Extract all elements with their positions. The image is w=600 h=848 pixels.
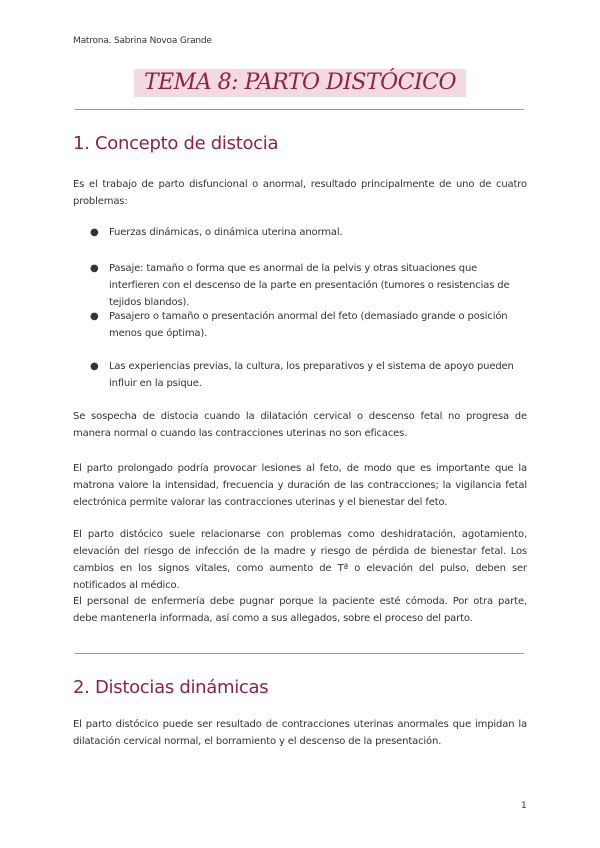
bullet-item: Pasaje: tamaño o forma que es anormal de la pelvis y otras situaciones que interfieren con el descenso de la parte en presentación (tumores o resistencias de tejidos blandos). bbox=[109, 263, 510, 308]
page-title: TEMA 8: PARTO DISTÓCICO bbox=[143, 70, 457, 95]
section-heading: 1. Concepto de distocia bbox=[73, 133, 279, 154]
paragraph: Se sospecha de distocia cuando la dilatación cervical o descenso fetal no progresa de manera normal o cuando las contracciones uterinas no son eficaces. bbox=[73, 411, 527, 439]
page-number: 1 bbox=[521, 801, 527, 811]
divider bbox=[75, 653, 524, 654]
paragraph: El parto prolongado podría provocar lesiones al feto, de modo que es importante que la matrona valore la intensidad, frecuencia y duración de las contracciones; la vigilancia fetal electrónica permite valorar las contracciones uterinas y el bienestar del feto. bbox=[73, 463, 527, 508]
bullet-item: Las experiencias previas, la cultura, los preparativos y el sistema de apoyo pueden influir en la psique. bbox=[109, 361, 514, 389]
paragraph: El parto distócico suele relacionarse con problemas como deshidratación, agotamiento, elevación del riesgo de infección de la madre y riesgo de pérdida de bienestar fetal. Los cambios en los signos vitales, como aumento de Tª o elevación del pulso, deben ser notificados al médico. bbox=[73, 529, 527, 591]
bullet-marker: ● bbox=[90, 311, 99, 322]
paragraph: El personal de enfermería debe pugnar porque la paciente esté cómoda. Por otra parte, debe mantenerla informada, así como a sus allegados, sobre el proceso del parto. bbox=[73, 596, 527, 624]
header-author: Matrona. Sabrina Novoa Grande bbox=[73, 36, 212, 46]
bullet-item: Fuerzas dinámicas, o dinámica uterina anormal. bbox=[109, 227, 343, 238]
bullet-item: Pasajero o tamaño o presentación anormal del feto (demasiado grande o posición menos que óptima). bbox=[109, 311, 508, 339]
section-intro: Es el trabajo de parto disfuncional o anormal, resultado principalmente de uno de cuatro problemas: bbox=[73, 179, 527, 207]
section-heading: 2. Distocias dinámicas bbox=[73, 677, 269, 698]
paragraph: El parto distócico puede ser resultado de contracciones uterinas anormales que impidan la dilatación cervical normal, el borramiento y el descenso de la presentación. bbox=[73, 719, 527, 747]
divider bbox=[75, 109, 524, 110]
bullet-marker: ● bbox=[90, 227, 99, 238]
bullet-marker: ● bbox=[90, 263, 99, 274]
bullet-marker: ● bbox=[90, 361, 99, 372]
